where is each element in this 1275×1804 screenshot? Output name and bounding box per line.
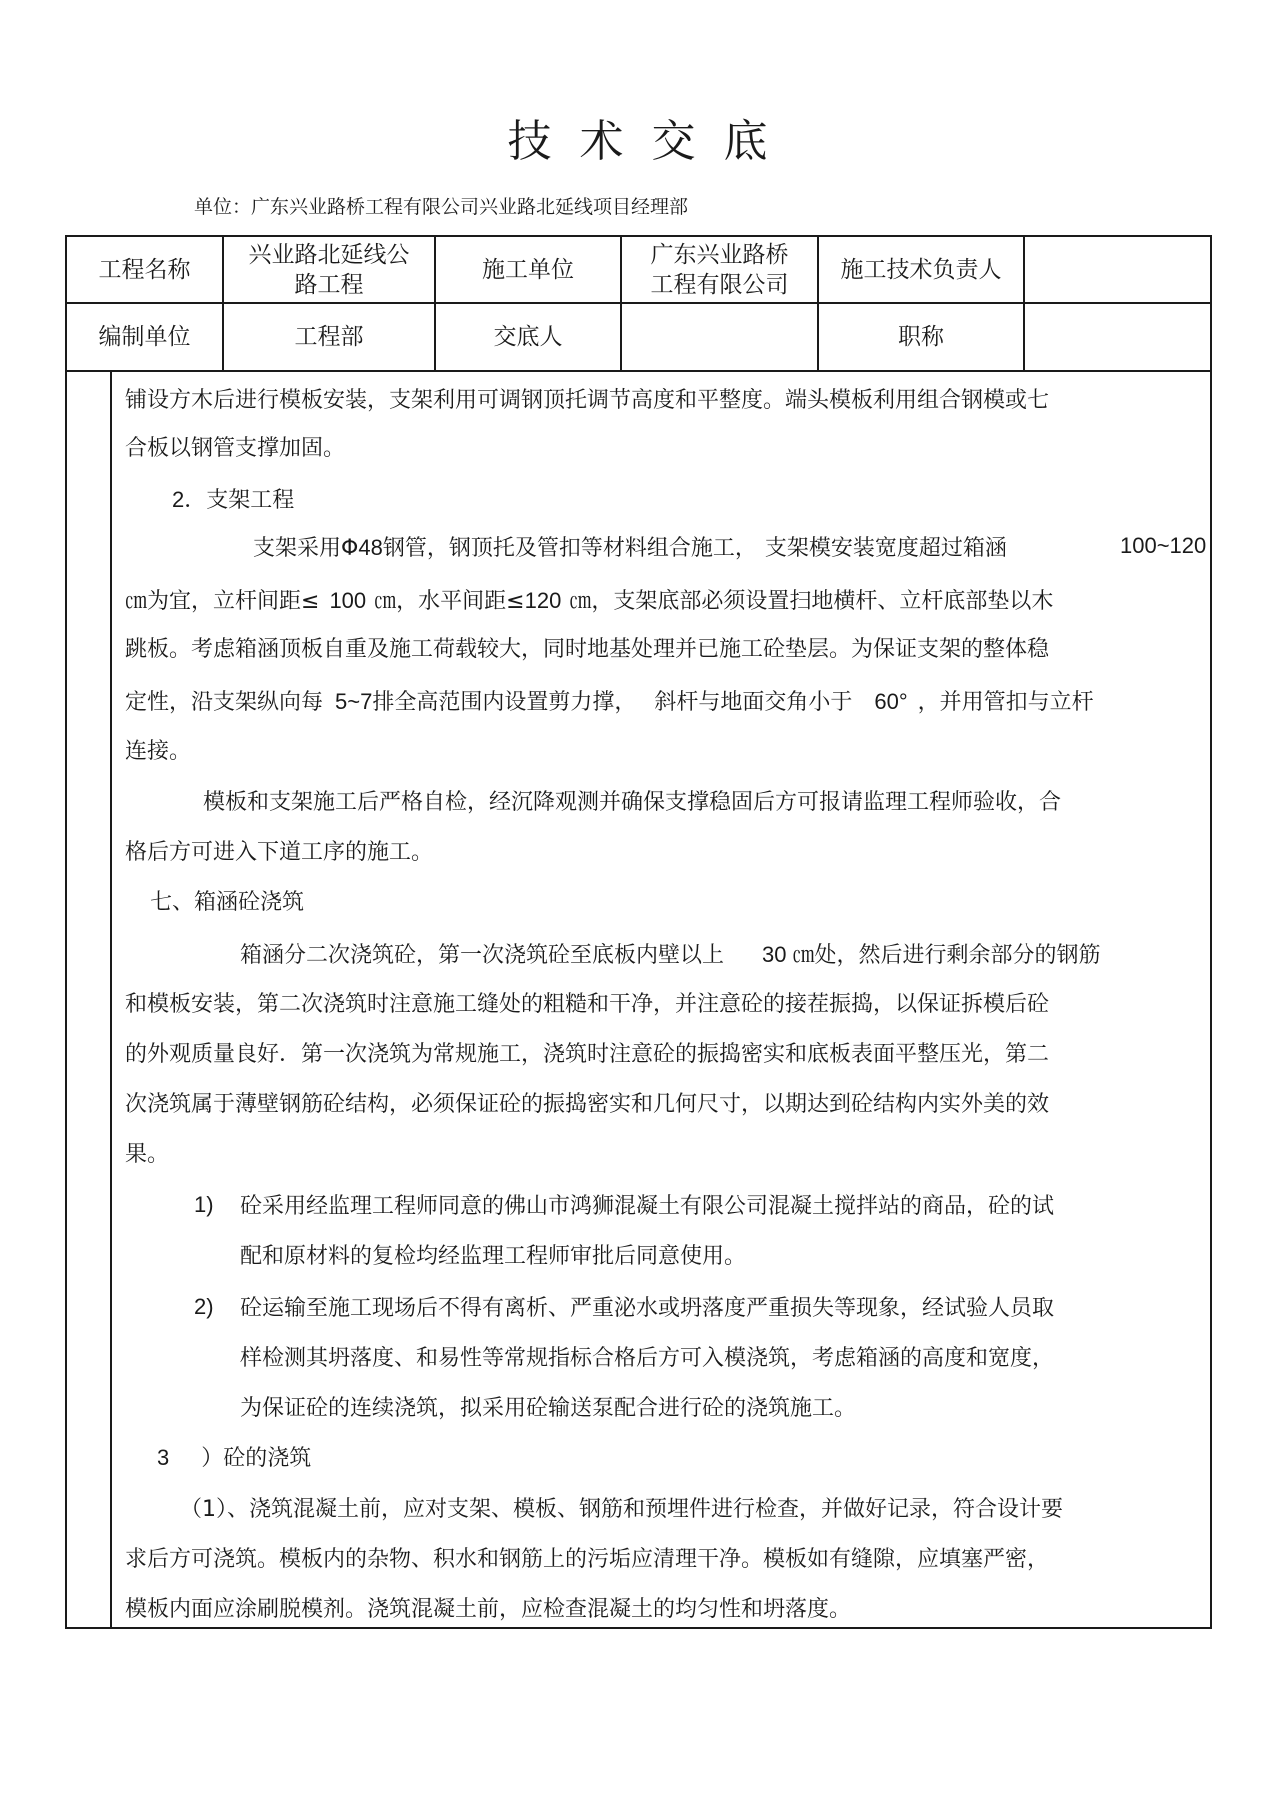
body-line: 次浇筑属于薄壁钢筋砼结构，必须保证砼的振捣密实和几何尺寸，以期达到砼结构内实外美的效: [125, 1092, 1050, 1117]
section-heading-2: [172, 485, 294, 516]
body-line: （1）、浇筑混凝土前，应对支架、模板、钢筋和预埋件进行检查，并做好记录，符合设计要: [180, 1497, 1064, 1522]
section-title: ．支架工程: [184, 488, 295, 513]
construction-unit-value-line2: 工程有限公司: [650, 271, 789, 298]
section-number: 2: [172, 487, 185, 512]
compiler-value: 工程部: [294, 324, 364, 350]
document-title: 技术交底: [507, 116, 796, 167]
body-margin-rule: [110, 370, 112, 1629]
tech-lead-value: [1025, 237, 1210, 302]
title-value: [1025, 304, 1210, 370]
project-name-value-line2: 路工程: [294, 271, 364, 298]
list-item-line: 砼采用经监理工程师同意的佛山市鸿狮混凝土有限公司混凝土搅拌站的商品，砼的试: [240, 1194, 1055, 1219]
body-line: 定性，沿支架纵向每 5~7排全高范围内设置剪力撑， 斜杆与地面交角小于 60° ，并用管扣与立杆: [125, 689, 1094, 715]
construction-unit-value: [622, 237, 817, 302]
tech-lead-label: 施工技术负责人: [840, 256, 1002, 283]
body-line: ㎝为宜，立杆间距≤ 100 ㎝，水平间距≤120 ㎝，支架底部必须设置扫地横杆、立杆底部垫以木: [125, 588, 1054, 614]
table-row-divider: [65, 370, 1212, 372]
construction-unit-label: 施工单位: [482, 256, 574, 283]
body-line: 支架采用Φ48钢管，钢顶托及管扣等材料组合施工， 支架模安装宽度超过箱涵: [253, 535, 1007, 561]
body-line: 箱涵分二次浇筑砼，第一次浇筑砼至底板内壁以上 30 ㎝处，然后进行剩余部分的钢筋: [240, 942, 1101, 968]
project-name-value: [224, 237, 434, 302]
body-line: 模板和支架施工后严格自检，经沉降观测并确保支撑稳固后方可报请监理工程师验收，合: [203, 790, 1062, 815]
body-number: 100~120: [1120, 533, 1207, 558]
section-heading-7: 七、箱涵砼浇筑: [150, 890, 305, 915]
list-item-number: 2): [194, 1294, 214, 1319]
compiler-label: 编制单位: [98, 324, 191, 350]
body-line: 合板以钢管支撑加固。: [125, 436, 346, 461]
body-line: 格后方可进入下道工序的施工。: [125, 840, 434, 865]
body-line: 果。: [125, 1142, 170, 1167]
body-line: 连接。: [125, 739, 192, 764]
body-line: 的外观质量良好．第一次浇筑为常规施工，浇筑时注意砼的振捣密实和底板表面平整压光，第二: [125, 1042, 1050, 1067]
briefer-value: [622, 304, 817, 370]
project-name-label: 工程名称: [98, 256, 191, 283]
body-line: 跳板。考虑箱涵顶板自重及施工荷载较大，同时地基处理并已施工砼垫层。为保证支架的整体稳: [125, 637, 1050, 662]
list-item-line: 为保证砼的连续浇筑，拟采用砼输送泵配合进行砼的浇筑施工。: [240, 1396, 857, 1421]
project-name-value-line1: 兴业路北延线公: [248, 241, 410, 268]
title-label: 职称: [898, 324, 944, 350]
construction-unit-value-line1: 广东兴业路桥: [650, 241, 789, 268]
list-item-line: 配和原材料的复检均经监理工程师审批后同意使用。: [240, 1244, 747, 1269]
unit-line: 单位：广东兴业路桥工程有限公司兴业路北延线项目经理部: [194, 196, 689, 218]
briefer-label: 交底人: [493, 324, 563, 350]
subsection-heading-3: 3 ）砼的浇筑: [157, 1445, 312, 1471]
body-line: 模板内面应涂刷脱模剂。浇筑混凝土前，应检查混凝土的均匀性和坍落度。: [125, 1597, 852, 1622]
body-line: 铺设方木后进行模板安装，支架利用可调钢顶托调节高度和平整度。端头模板利用组合钢模或七: [125, 388, 1050, 413]
list-item-line: 砼运输至施工现场后不得有离析、严重泌水或坍落度严重损失等现象，经试验人员取: [240, 1296, 1055, 1321]
list-item-line: 样检测其坍落度、和易性等常规指标合格后方可入模浇筑，考虑箱涵的高度和宽度，: [240, 1346, 1055, 1371]
body-line: 求后方可浇筑。模板内的杂物、积水和钢筋上的污垢应清理干净。模板如有缝隙，应填塞严密，: [125, 1547, 1050, 1572]
body-line: 和模板安装，第二次浇筑时注意施工缝处的粗糙和干净，并注意砼的接茬振捣，以保证拆模后砼: [125, 992, 1050, 1017]
list-item-number: 1): [194, 1192, 214, 1217]
